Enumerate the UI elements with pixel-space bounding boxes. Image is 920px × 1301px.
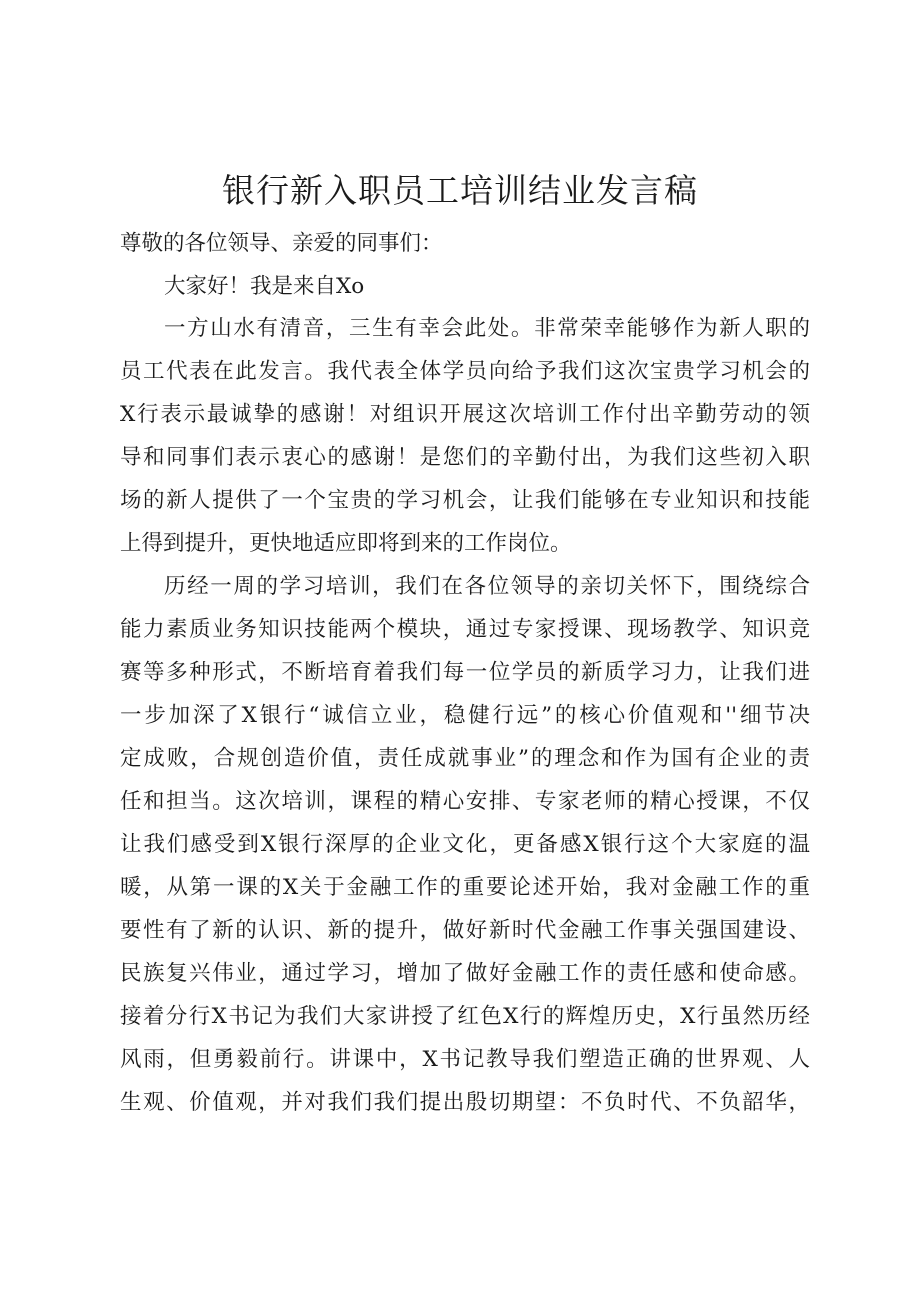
paragraph1-line: X行表示最诚挚的感谢！对组识开展这次培训工作付出辛勤劳动的领 [120, 402, 810, 427]
paragraph2-line: 生观、价值观，并对我们我们提出殷切期望：不负时代、不负韶华， [120, 1090, 810, 1115]
paragraph1-line: 场的新人提供了一个宝贵的学习机会，让我们能够在专业知识和技能 [120, 488, 810, 513]
paragraph2-line: 暖，从第一课的X关于金融工作的重要论述开始，我对金融工作的重 [120, 875, 810, 900]
paragraph1-line: 上得到提升，更快地适应即将到来的工作岗位。 [120, 531, 572, 556]
paragraph2-line: 让我们感受到X银行深厚的企业文化，更备感X银行这个大家庭的温 [120, 832, 810, 857]
paragraph2-line: 历经一周的学习培训，我们在各位领导的亲切关怀下，围绕综合 [164, 574, 810, 599]
paragraph1-line: 员工代表在此发言。我代表全体学员向给予我们这次宝贵学习机会的 [120, 359, 810, 384]
paragraph1-line: 导和同事们表示衷心的感谢！是您们的辛勤付出，为我们这些初入职 [120, 445, 810, 470]
paragraph2-line: 风雨，但勇毅前行。讲课中，X书记教导我们塑造正确的世界观、人 [120, 1047, 810, 1072]
paragraph2-line: 接着分行X书记为我们大家讲授了红色X行的辉煌历史，X行虽然历经 [120, 1004, 810, 1029]
paragraph1-line: 一方山水有清音，三生有幸会此处。非常荣幸能够作为新人职的 [164, 316, 810, 341]
paragraph2-line: 民族复兴伟业，通过学习，增加了做好金融工作的责任感和使命感。 [120, 961, 810, 986]
greeting: 大家好！我是来自Xo [164, 274, 365, 299]
paragraph2-line: 赛等多种形式，不断培育着我们每一位学员的新质学习力，让我们进 [120, 660, 810, 685]
paragraph2-line: 定成败，合规创造价值，责任成就事业”的理念和作为国有企业的责 [120, 746, 810, 771]
paragraph2-line: 一步加深了X银行“诚信立业，稳健行远”的核心价值观和''细节决 [120, 703, 810, 728]
paragraph2-line: 任和担当。这次培训，课程的精心安排、专家老师的精心授课，不仅 [120, 789, 810, 814]
salutation: 尊敬的各位领导、亲爱的同事们： [120, 231, 443, 256]
paragraph2-line: 要性有了新的认识、新的提升，做好新时代金融工作事关强国建设、 [120, 918, 810, 943]
document-title: 银行新入职员工培训结业发言稿 [222, 171, 698, 210]
paragraph2-line: 能力素质业务知识技能两个模块，通过专家授课、现场教学、知识竞 [120, 617, 810, 642]
